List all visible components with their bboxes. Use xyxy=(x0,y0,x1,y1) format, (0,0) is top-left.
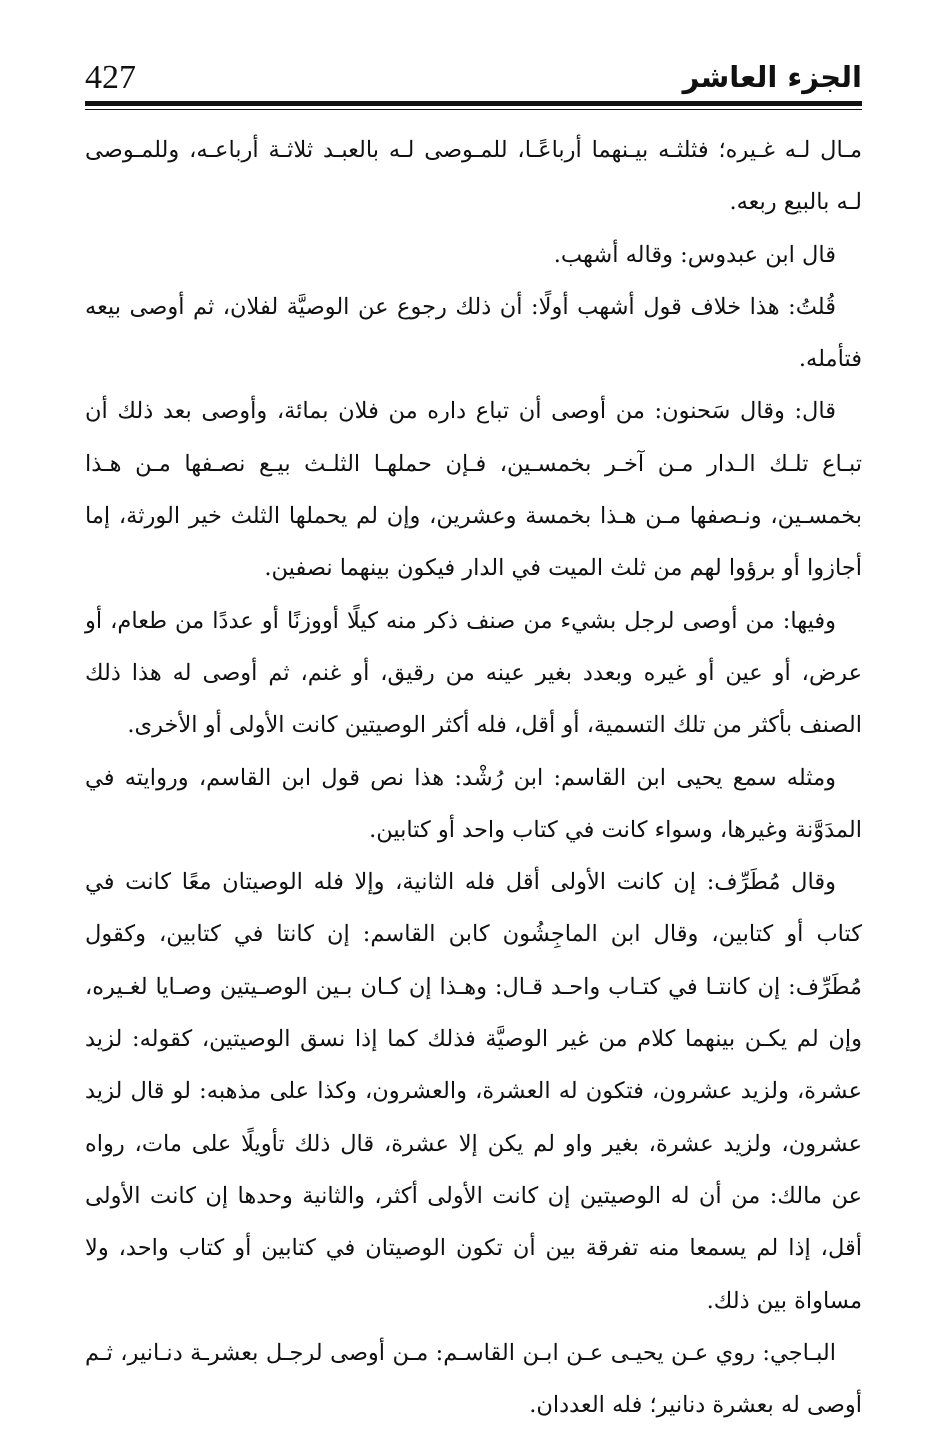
paragraph: قُلتُ: هذا خلاف قول أشهب أولًا: أن ذلك رجوع عن الوصيَّة لفلان، ثم أوصى بيعه فتأمله. xyxy=(85,293,862,373)
page-number: 427 xyxy=(85,59,136,96)
paragraph: مـال لـه غـيره؛ فثلثـه بيـنهما أرباعًـا، للمـوصى لـه بالعبـد ثلاثـة أرباعـه، وللمـوصى لـه بالبيع ربعه. xyxy=(85,137,862,216)
page-header xyxy=(85,52,862,100)
running-title: الجزء العاشر xyxy=(682,60,862,94)
paragraph: وفيها: من أوصى لرجل بشيء من صنف ذكر منه كيلًا أووزنًا أو عددًا من طعام، أو عرض، أو عين أو غيره وبعدد بغير عينه من رقيق، أو غنم، ثم أوصى له هذا ذلك الصنف بأكثر من تلك التسمية، أو أقل، فله أكثر الوصيتين كانت الأولى أو الأخرى. xyxy=(85,607,862,739)
paragraph: ومثله سمع يحيى ابن القاسم: ابن رُشْد: هذا نص قول ابن القاسم، وروايته في المدَوَّنة وغيرها، وسواء كانت في كتاب واحد أو كتابين. xyxy=(85,764,862,843)
paragraph: البـاجي: روي عـن يحيـى عـن ابـن القاسـم: مـن أوصى لرجـل بعشرـة دنـانير، ثـم أوصى له بعشرة دنانير؛ فله العددان. xyxy=(85,1339,862,1419)
header-rule-thin xyxy=(85,109,862,110)
paragraph: قال ابن عبدوس: وقاله أشهب. xyxy=(553,241,836,268)
body-text xyxy=(85,124,862,1431)
paragraph: وقال مُطَرِّف: إن كانت الأولى أقل فله الثانية، وإلا فله الوصيتان معًا كانت في كتاب أو كتابين، وقال ابن الماجِشُون كابن القاسم: إن كانتا في كتابين، وكقول مُطَرِّف: إن كانتـا في كتـاب واحـد قـال: وهـذا إن كـان بـين الوصـيتين وصـايا لغـيره، وإن لم يكـن بينهما كلام من غير الوصيَّة فذلك كما إذا نسق الوصيتين، كقوله: لزيد عشرة، ولزيد عشرون، فتكون له العشرة، والعشرون، وكذا على مذهبه: لو قال لزيد عشرون، ولزيد عشرة، بغير واو لم يكن إلا عشرة، قال ذلك تأويلًا على مات، رواه عن مالك: من أن له الوصيتين إن كانت الأولى أكثر، والثانية وحدها إن كانت الأولى أقل، إذا لم يسمعا منه تفرقة بين أن تكون الوصيتان في كتابين أو كتاب واحد، ولا مساواة بين ذلك. xyxy=(85,869,862,1314)
paragraph: قال: وقال سَحنون: من أوصى أن تباع داره من فلان بمائة، وأوصى بعد ذلك أن تبـاع تلـك الـدار مـن آخـر بخمسـين، فـإن حملهـا الثلـث بيـع نصـفها مـن هـذا بخمسـين، ونـصفها مـن هـذا بخمسة وعشرين، وإن لم يحملها الثلث خير الورثة، إما أجازوا أو برؤوا لهم من ثلث الميت في الدار فيكون بينهما نصفين. xyxy=(85,398,862,582)
header-rule-thick xyxy=(85,101,862,106)
